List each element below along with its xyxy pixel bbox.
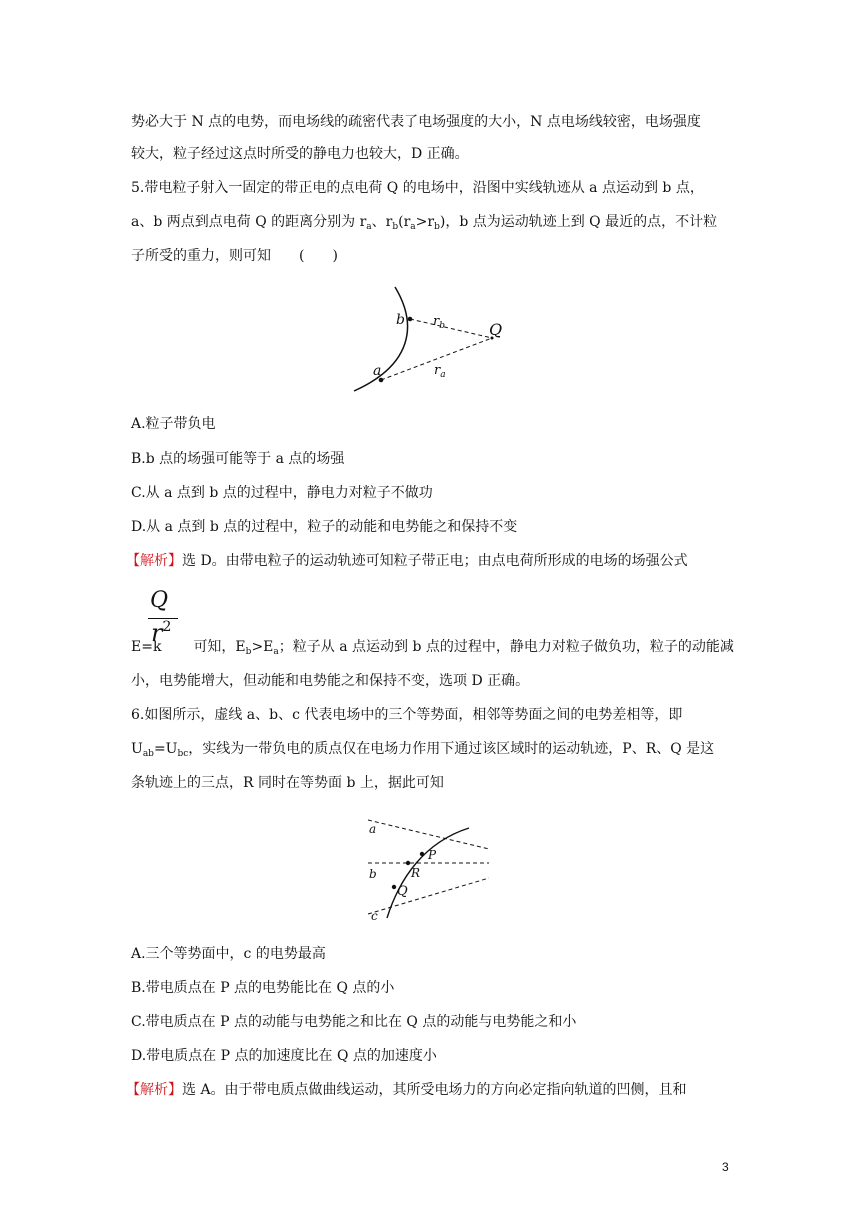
label-Q: Q bbox=[397, 884, 408, 899]
analysis-line: 小，电势能增大，但动能和电势能之和保持不变，选项 D 正确。 bbox=[131, 673, 530, 689]
analysis-tag: 【解析】 bbox=[126, 553, 182, 569]
option-B: B.带电质点在 P 点的电势能比在 Q 点的小 bbox=[131, 980, 395, 996]
option-C: C.带电质点在 P 点的动能与电势能之和比在 Q 点的动能与电势能之和小 bbox=[131, 1014, 577, 1030]
question-5-stem: a、b 两点到点电荷 Q 的距离分别为 $r_a$、$r_b(r_a>r_b)$，b 点为运动轨迹上到 Q 最近的点，不计粒 bbox=[131, 214, 718, 232]
question-5-figure bbox=[340, 285, 520, 395]
text-line: 势必大于 N 点的电势，而电场线的疏密代表了电场强度的大小，N 点电场线较密，电场强度 bbox=[131, 114, 701, 130]
label-rb: $r_b$ bbox=[433, 314, 445, 331]
question-5-stem: 子所受的重力，则可知 ( ) bbox=[131, 248, 338, 264]
label-c: c bbox=[371, 909, 378, 922]
analysis-line: 【解析】选 A。由于带电质点做曲线运动，其所受电场力的方向必定指向轨道的凹侧，且和 bbox=[126, 1082, 687, 1098]
option-A: A.粒子带负电 bbox=[131, 416, 216, 432]
label-Q: Q bbox=[489, 320, 503, 339]
option-C: C.从 a 点到 b 点的过程中，静电力对粒子不做功 bbox=[131, 485, 433, 501]
question-5-stem: 5.带电粒子射入一固定的带正电的点电荷 Q 的电场中，沿图中实线轨迹从 a 点运动到 b 点， bbox=[131, 180, 704, 196]
option-D: D.带电质点在 P 点的加速度比在 Q 点的加速度小 bbox=[131, 1048, 437, 1064]
option-A: A.三个等势面中，c 的电势最高 bbox=[131, 946, 326, 962]
analysis-tag: 【解析】 bbox=[126, 1082, 182, 1098]
text-line: 较大，粒子经过这点时所受的静电力也较大，D 正确。 bbox=[131, 146, 469, 162]
label-P: P bbox=[428, 848, 437, 862]
label-b: b bbox=[369, 867, 377, 881]
label-a: a bbox=[373, 363, 382, 379]
question-6-stem: $U_{ab}=U_{bc}$，实线为一带负电的质点仅在电场力作用下通过该区域时的运动轨迹，P、R、Q 是这 bbox=[131, 741, 715, 759]
label-a: a bbox=[369, 822, 377, 836]
question-6-stem: 条轨迹上的三点，R 同时在等势面 b 上，据此可知 bbox=[131, 775, 444, 791]
label-ra: $r_a$ bbox=[434, 363, 446, 380]
option-B: B.b 点的场强可能等于 a 点的场强 bbox=[131, 451, 345, 467]
analysis-line: E=k 可知，$E_b>E_a$；粒子从 a 点运动到 b 点的过程中，静电力对粒子做负功，粒子的动能减 bbox=[131, 639, 734, 657]
page-number: 3 bbox=[722, 1160, 729, 1174]
fraction-denominator: $r^2$ bbox=[151, 619, 172, 647]
option-D: D.从 a 点到 b 点的过程中，粒子的动能和电势能之和保持不变 bbox=[131, 519, 518, 535]
label-R: R bbox=[411, 866, 421, 880]
question-6-figure bbox=[365, 812, 495, 922]
label-b: b bbox=[396, 312, 405, 328]
analysis-line: 【解析】选 D。由带电粒子的运动轨迹可知粒子带正电；由点电荷所形成的电场的场强公式 bbox=[126, 553, 688, 569]
question-6-stem: 6.如图所示，虚线 a、b、c 代表电场中的三个等势面，相邻等势面之间的电势差相等，即 bbox=[131, 707, 683, 723]
fraction-numerator: Q bbox=[150, 588, 169, 613]
